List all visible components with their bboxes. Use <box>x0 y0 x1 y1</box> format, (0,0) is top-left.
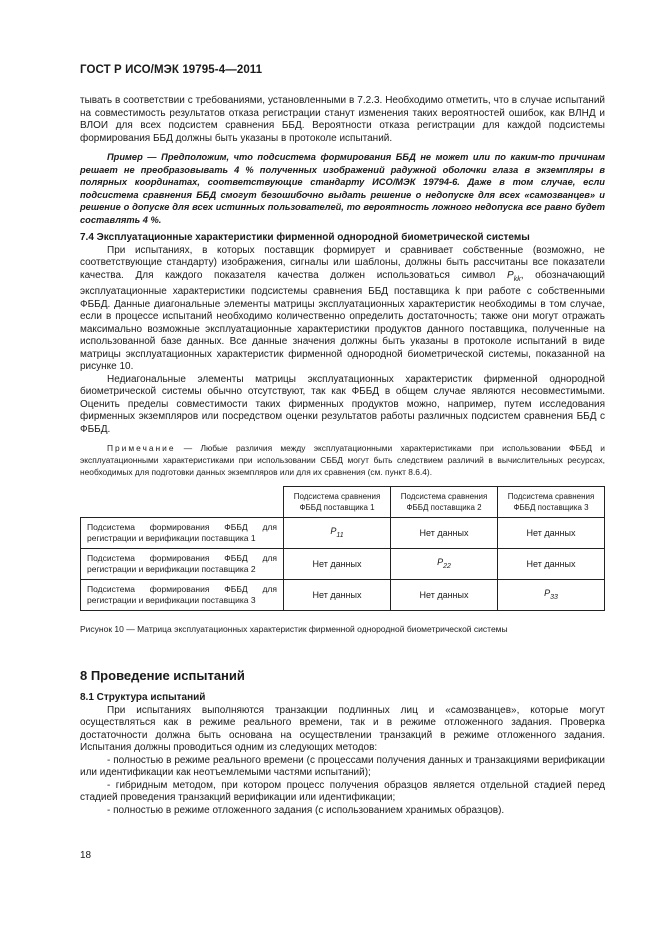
matrix-value-subscript: 11 <box>336 531 344 539</box>
matrix-value-subscript: 22 <box>443 562 451 570</box>
row-header: Подсистема формирования ФББД для регистрации и верификации поставщика 3 <box>81 580 284 611</box>
matrix-value-subscript: 33 <box>550 593 558 601</box>
row-header: Подсистема формирования ФББД для регистрации и верификации поставщика 1 <box>81 518 284 549</box>
matrix-cell: Нет данных <box>498 518 605 549</box>
example-paragraph: Пример — Предположим, что подсистема формирования ББД не может или по каким-то причинам решает не преобразовывать 4 % полученных изображений радужной оболочки глаза в экземпляры в полярных координатах, соответствующие стандарту ИСО/МЭК 19794-6. Даже в том случае, если подсистема сравнения ББД смогут безошибочно выдать решение о недопуске для всех «самозванцев» и решение о допуске для всех истинных пользователей, то вероятность ложного недопуска все равно будет составлять 4 %. <box>80 152 605 225</box>
note-paragraph <box>80 442 605 478</box>
paragraph-part: При испытаниях, в которых поставщик формирует и сравнивает собственные (возможно, не соответствующие стандарту) изображения, сигналы или шаблоны, должны быть рассчитаны все показатели качества. Для каждого показателя качества должен использоваться символ <box>80 244 605 281</box>
section-heading-7-4: 7.4 Эксплуатационные характеристики фирменной однородной биометрической системы <box>80 232 530 243</box>
row-header: Подсистема формирования ФББД для регистрации и верификации поставщика 2 <box>81 549 284 580</box>
page-header: ГОСТ Р ИСО/МЭК 19795-4—2011 <box>80 64 263 76</box>
column-header: Подсистема сравнения ФББД поставщика 3 <box>498 487 605 518</box>
paragraph: Недиагональные элементы матрицы эксплуатационных характеристик фирменной однородной биометрической системы обычно отсутствуют, так как ФББД в общем случае являются несовместимыми. Оценить пределы совместимости таких фирменных продуктов можно, например, путем исследования фирменных экземпляров или посредством оценки результатов работы различных подсистем сравнения ББД с ФББД. <box>80 373 605 435</box>
matrix-cell: Нет данных <box>391 580 498 611</box>
table-row <box>81 549 605 580</box>
figure-caption: Рисунок 10 — Матрица эксплуатационных характеристик фирменной однородной биометрической системы <box>80 624 508 634</box>
matrix-cell: Нет данных <box>498 549 605 580</box>
list-item: - гибридным методом, при котором процесс получения образцов является отдельной стадией перед стадией проведения транзакций верификации или идентификации; <box>80 779 605 803</box>
column-header: Подсистема сравнения ФББД поставщика 2 <box>391 487 498 518</box>
table-row <box>81 518 605 549</box>
matrix-cell: Нет данных <box>391 518 498 549</box>
section-heading-8: 8 Проведение испытаний <box>80 667 245 683</box>
matrix-value: $P_{33}$ <box>544 587 558 601</box>
section-heading-8-1: 8.1 Структура испытаний <box>80 692 206 703</box>
table-row <box>81 580 605 611</box>
table-header-row <box>81 487 605 518</box>
body-text <box>80 95 605 817</box>
paragraph-part: , обозначающий эксплуатационные характеристики подсистемы сравнения ББД поставщика k при работе с собственными ФББД. Данные диагональные элементы матрицы эксплуатационных характеристик необходимы в том случае, если в процессе испытаний необходимо количественно определить достаточность; также они могут отражать максимально возможные эксплуатационные характеристики продуктов данного поставщика, полученные на использованной базе данных. Все данные значения должны быть указаны в протоколе испытаний в виде матрицы эксплуатационных характеристик фирменной однородной биометрической системы, показанной на рисунке 10. <box>80 269 605 372</box>
performance-matrix-table <box>80 486 605 611</box>
matrix-cell <box>284 518 391 549</box>
symbol-subscript: kk <box>513 275 521 283</box>
table-corner-cell <box>81 487 284 518</box>
matrix-value: $P_{11}$ <box>330 525 344 539</box>
matrix-cell <box>391 549 498 580</box>
symbol-p: P <box>507 269 514 281</box>
matrix-cell: Нет данных <box>284 580 391 611</box>
page-number: 18 <box>80 850 92 861</box>
paragraph <box>80 245 605 374</box>
paragraph: тывать в соответствии с требованиями, установленными в 7.2.3. Необходимо отметить, что в случае испытаний на совместимость результатов отказа регистрации станут изменения таких вероятностей ошибок, как ВЛНД и ВЛОИ для всех подсистем сравнения ББД. Вероятности отказа регистрации для каждой подсистемы формирования ББД должны быть указаны в протоколе испытаний. <box>80 95 605 144</box>
matrix-value: $P_{22}$ <box>437 556 451 570</box>
matrix-cell: Нет данных <box>284 549 391 580</box>
note-text: — Любые различия между эксплуатационными характеристиками при использовании ФББД и эксплуатационными характеристиками при использовании СББД могут быть следствием различий в вычислительных ресурсах, необходимых для подготовки данных экземпляров или для их сравнения (см. пункт 8.6.4). <box>80 443 605 477</box>
list-item: - полностью в режиме отложенного задания (с использованием хранимых образцов). <box>107 804 505 816</box>
list-item: - полностью в режиме реального времени (с процессами получения данных и транзакциями верификации или идентификации как неотъемлемыми частями испытаний); <box>80 754 605 778</box>
paragraph: При испытаниях выполняются транзакции подлинных лиц и «самозванцев», которые могут осуществляться как в режиме реального времени, так и в режиме отложенного задания. Проверка достаточности должна быть основана на осуществлении транзакций в режиме отложенного задания. Испытания должны проводиться одним из следующих методов: <box>80 704 605 753</box>
note-label: Примечание <box>107 443 176 453</box>
column-header: Подсистема сравнения ФББД поставщика 1 <box>284 487 391 518</box>
matrix-cell <box>498 580 605 611</box>
